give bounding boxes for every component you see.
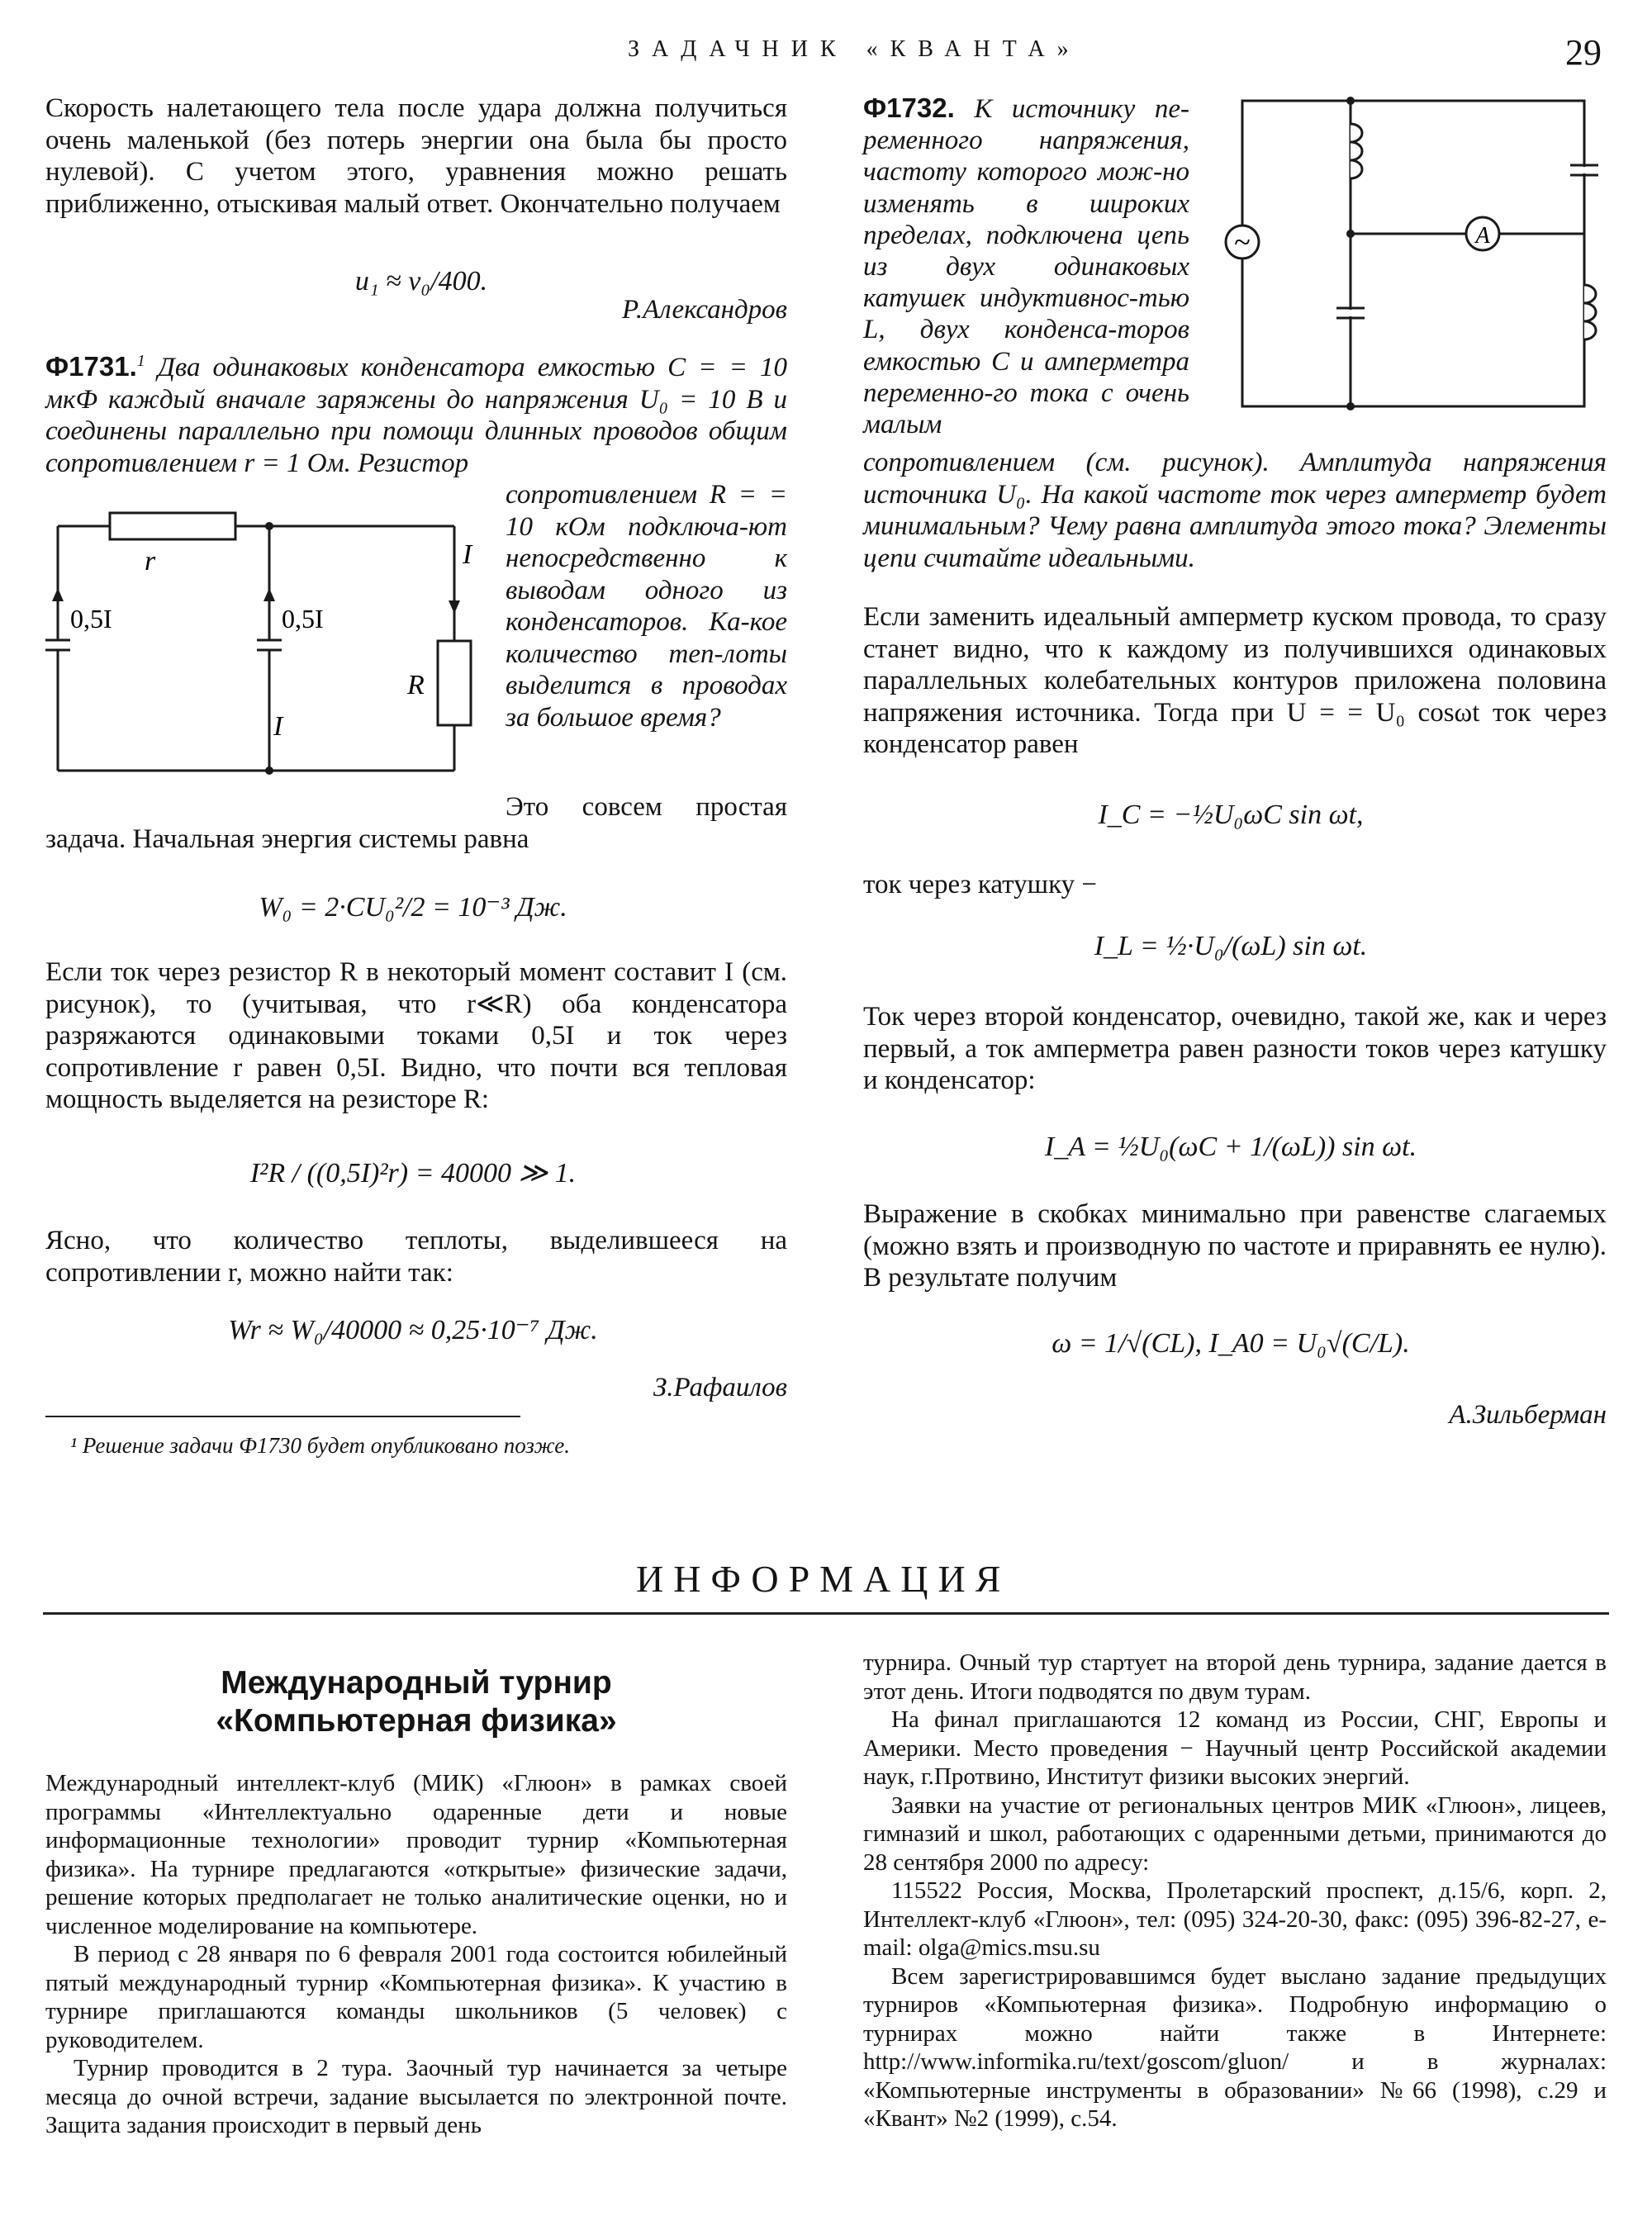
problem-id-1732: Ф1732. (863, 93, 955, 123)
info-paragraph: Турнир проводится в 2 тура. Заочный тур начинается за четыре месяца до очной встречи, задание высылается по электронной почте. Защита задания происходит в первый день (45, 2055, 787, 2138)
problem-1732-text-b: сопротивлением (см. рисунок). Амплитуда напряжения источника U₀. На какой частоте ток через амперметр будет минимальным? Чему равна амплитуда этого тока? Элементы цепи считайте идеальными. (863, 448, 1607, 573)
formula-u1: u₁ ≈ v₀/400. (354, 266, 488, 297)
running-header: ЗАДАЧНИК «КВАНТА» (628, 36, 1081, 62)
solution-1732-paragraph4: Выражение в скобках минимально при равенстве слагаемых (можно взять и производную по частоте и приравнять ее нулю). В результате получим (863, 1199, 1607, 1293)
info-paragraph: В период с 28 января по 6 февраля 2001 года состоится юбилейный пятый международный турнир «Компьютерная физика». К участию в турнире приглашаются команды школьников (5 человек) с руководителем. (45, 1941, 787, 2053)
circuit-diagram-f1731 (45, 496, 496, 776)
info-right-column (863, 1649, 1607, 2133)
formula-ia: I_A = ½U₀(ωC + 1/(ωL)) sin ωt. (1044, 1132, 1417, 1162)
ammeter-icon: A (1475, 223, 1490, 249)
article-title (45, 1664, 787, 1740)
formula-wr: Wr ≈ W₀/40000 ≈ 0,25·10⁻⁷ Дж. (228, 1315, 598, 1345)
circuit-diagram-f1732 (1214, 87, 1611, 417)
solution-1731-line2: задача. Начальная энергия системы равна (45, 824, 529, 854)
label-current-I-bottom: I (273, 711, 283, 742)
solution-1731-paragraph3: Ясно, что количество теплоты, выделившееся на сопротивлении r, можно найти так: (45, 1226, 787, 1288)
footnote-divider (45, 1416, 520, 1417)
footnote: ¹ Решение задачи Ф1730 будет опубликовано позже. (70, 1433, 571, 1458)
footnote-mark: 1 (136, 352, 145, 370)
label-R: R (407, 670, 425, 700)
info-address: 115522 Россия, Москва, Пролетарский проспект, д.15/6, корп. 2, Интеллект-клуб «Глюон», тел: (095) 324-20-30, факс: (095) 396-82-27, e-mail: olga@mics.msu.su (863, 1877, 1607, 1961)
formula-omega: ω = 1/√(CL), I_A0 = U₀√(C/L). (1051, 1328, 1410, 1359)
info-left-column (45, 1769, 787, 2140)
label-r: r (145, 546, 156, 577)
label-current-cap1: 0,5I (70, 604, 112, 633)
solution-1731-start: Это совсем простая (506, 792, 787, 822)
formula-power-ratio: I²R / ((0,5I)²r) = 40000 ≫ 1. (249, 1158, 577, 1189)
solution-1731-paragraph2: Если ток через резистор R в некоторый момент составит I (см. рисунок), то (учитывая, что r≪R) оба конденсатора разряжаются одинаковыми токами 0,5I и ток через сопротивление r равен 0,5I. Видно, что почти вся тепловая мощность выделяется на резисторе R: (45, 957, 787, 1114)
info-paragraph: Заявки на участие от региональных центров МИК «Глюон», лицеев, гимназий и школ, работающих с одаренными детьми, принимаются до 28 сентября 2000 по адресу: (863, 1791, 1607, 1876)
label-current-cap2: 0,5I (282, 604, 324, 633)
solution-1732-paragraph2: ток через катушку − (863, 870, 1097, 899)
section-title: ИНФОРМАЦИЯ (636, 1558, 1011, 1600)
problem-1732-text-a: К источнику пе-ременного напряжения, частоту которого мож-но изменять в широких пределах, подключена цепь из двух одинаковых катушек индуктивнос-тью L, двух конденса-торов емкостью C и амперметра переменно-го тока с очень малым (863, 94, 1189, 440)
formula-ic: I_C = −½U₀ωC sin ωt, (1098, 800, 1364, 830)
signature-aleksandrov: Р.Александров (622, 295, 787, 325)
signature-rafailov: З.Рафаилов (653, 1373, 787, 1402)
signature-zilberman: А.Зильберман (1449, 1400, 1607, 1430)
formula-w0: W₀ = 2·CU₀²/2 = 10⁻³ Дж. (259, 892, 567, 923)
problem-1731-text-a: Два одинаковых конденсатора емкостью C = = 10 мкФ каждый вначале заряжены до напряжения U₀ = 10 В и соединены параллельно при помощи длинных проводов общим сопротивлением r = 1 Ом. Резистор (45, 353, 788, 478)
formula-il: I_L = ½·U₀/(ωL) sin ωt. (1094, 931, 1368, 961)
page-number: 29 (1565, 32, 1602, 73)
problem-id-1731: Ф1731. (45, 351, 137, 382)
problem-1732-statement (863, 93, 1189, 440)
label-current-I-top: I (463, 539, 472, 570)
intro-paragraph: Скорость налетающего тела после удара должна получиться очень маленькой (без потерь энергии она была бы просто нулевой). С учетом этого, уравнения можно решать приближенно, отыскивая малый ответ. Окончательно получаем (45, 93, 787, 219)
article-title-line1: Международный турнир (221, 1665, 612, 1701)
info-paragraph: На финал приглашаются 12 команд из России, СНГ, Европы и Америки. Место проведения − Научный центр Российской академии наук, г.Протвино, Институт физики высоких энергий. (863, 1706, 1607, 1790)
solution-1732-paragraph1: Если заменить идеальный амперметр куском провода, то сразу станет видно, что к каждому из получившихся одинаковых параллельных колебательных контуров приложена половина напряжения источника. Тогда при U = = U₀ cosωt ток через конденсатор равен (863, 602, 1607, 759)
section-divider (43, 1612, 1609, 1615)
info-paragraph: Всем зарегистрировавшимся будет выслано задание предыдущих турниров «Компьютерная физика». Подробную информацию о турнирах можно найти также в Интернете: http://www.informika.ru/text/goscom/gluon/ и в журналах: «Компьютерные инструменты в образовании» №66 (1998), с.29 и «Квант» №2 (1999), с.54. (863, 1962, 1607, 2132)
problem-1731-statement (45, 345, 787, 479)
article-title-line2: «Компьютерная физика» (216, 1703, 617, 1739)
info-paragraph: Международный интеллект-клуб (МИК) «Глюон» в рамках своей программы «Интеллектуально одаренные дети и новые информационные технологии» проводит турнир «Компьютерная физика». На турнире предлагаются «открытые» физические задачи, решение которых предполагает не только аналитические оценки, но и численное моделирование на компьютере. (45, 1770, 787, 1939)
ac-source-icon: ~ (1234, 225, 1251, 259)
solution-1732-paragraph3: Ток через второй конденсатор, очевидно, такой же, как и через первый, а ток амперметра равен разности токов через катушку и конденсатор: (863, 1002, 1607, 1095)
problem-1731-text-b: сопротивлением R = = 10 кОм подключа-ют непосредственно к выводам одного из конденсаторов. Ка-кое количество теп-лоты выделится в проводах за большое время? (506, 480, 787, 733)
info-paragraph: турнира. Очный тур стартует на второй день турнира, задание дается в этот день. Итоги подводятся по двум турам. (863, 1649, 1607, 1705)
